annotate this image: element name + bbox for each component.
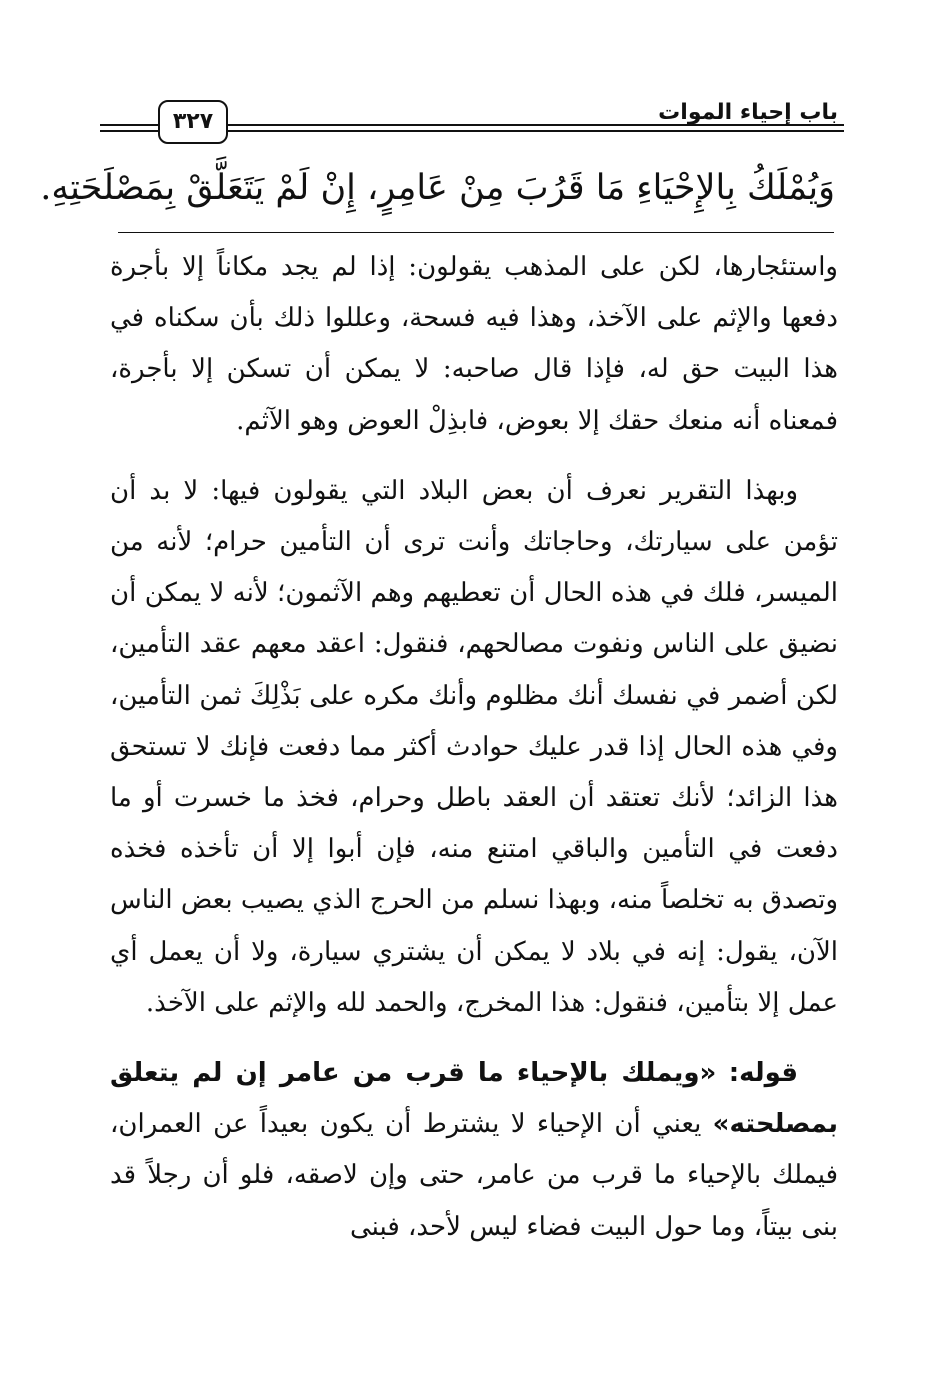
- header-rule-right-bottom: [224, 130, 844, 132]
- matn-separator: [118, 232, 834, 233]
- commentary-text: يعني أن الإحياء لا يشترط أن يكون بعيداً عن العمران، فيملك بالإحياء ما قرب من عامر، حتى وإن لاصقه، فلو أن رجلاً قد بنى بيتاً، وما حول البيت فضاء ليس لأحد، فبنى: [110, 1109, 838, 1242]
- commentary-body: [110, 242, 838, 1253]
- paragraph: واستئجارها، لكن على المذهب يقولون: إذا لم يجد مكاناً إلا بأجرة دفعها والإثم على الآخذ، وهذا فيه فسحة، وعللوا ذلك بأن سكناه في هذا البيت حق له، فإذا قال صاحبه: لا يمكن أن تسكن إلا بأجرة، فمعناه أنه منعك حقك إلا بعوض، فابذِلْ العوض وهو الآثم.: [110, 252, 838, 436]
- page-number: ٣٢٧: [158, 100, 228, 144]
- header-rule-left-bottom: [100, 130, 158, 132]
- header-rule-left-top: [100, 124, 158, 126]
- header-rule-right-top: [224, 124, 844, 126]
- lead-word: قوله:: [728, 1058, 798, 1089]
- running-header: [100, 96, 844, 146]
- commentary-paragraph: [110, 1048, 838, 1253]
- paragraph: وبهذا التقرير نعرف أن بعض البلاد التي يقولون فيها: لا بد أن تؤمن على سيارتك، وحاجاتك وأنت ترى أن التأمين حرام؛ لأنه من الميسر، فلك في هذه الحال أن تعطيهم وهم الآثمون؛ لأنه لا يمكن أن نضيق على الناس ونفوت مصالحهم، فنقول: اعقد معهم عقد التأمين، لكن أضمر في نفسك أنك مظلوم وأنك مكره على بَذْلِكَ ثمن التأمين، وفي هذه الحال إذا قدر عليك حوادث أكثر مما دفعت فإنك لا تستحق هذا الزائد؛ لأنك تعتقد أن العقد باطل وحرام، فخذ ما خسرت أو ما دفعت في التأمين والباقي امتنع منه، فإن أبوا إلا أن تأخذه فخذه وتصدق به تخلصاً منه، وبهذا نسلم من الحرج الذي يصيب بعض الناس الآن، يقول: إنه في بلاد لا يمكن أن يشتري سيارة، ولا أن يعمل أي عمل إلا بتأمين، فنقول: هذا المخرج، والحمد لله والإثم على الآخذ.: [110, 475, 838, 1018]
- chapter-title: باب إحياء الموات: [658, 100, 838, 125]
- quoted-matn: «ويملك بالإحياء ما قرب من عامر إن لم يتعلق بمصلحته»: [110, 1058, 838, 1140]
- matn-text: وَيُمْلَكُ بِالإِحْيَاءِ مَا قَرُبَ مِنْ عَامِرٍ، إِنْ لَمْ يَتَعَلَّقْ بِمَصْلَحَتِهِ.: [40, 168, 835, 208]
